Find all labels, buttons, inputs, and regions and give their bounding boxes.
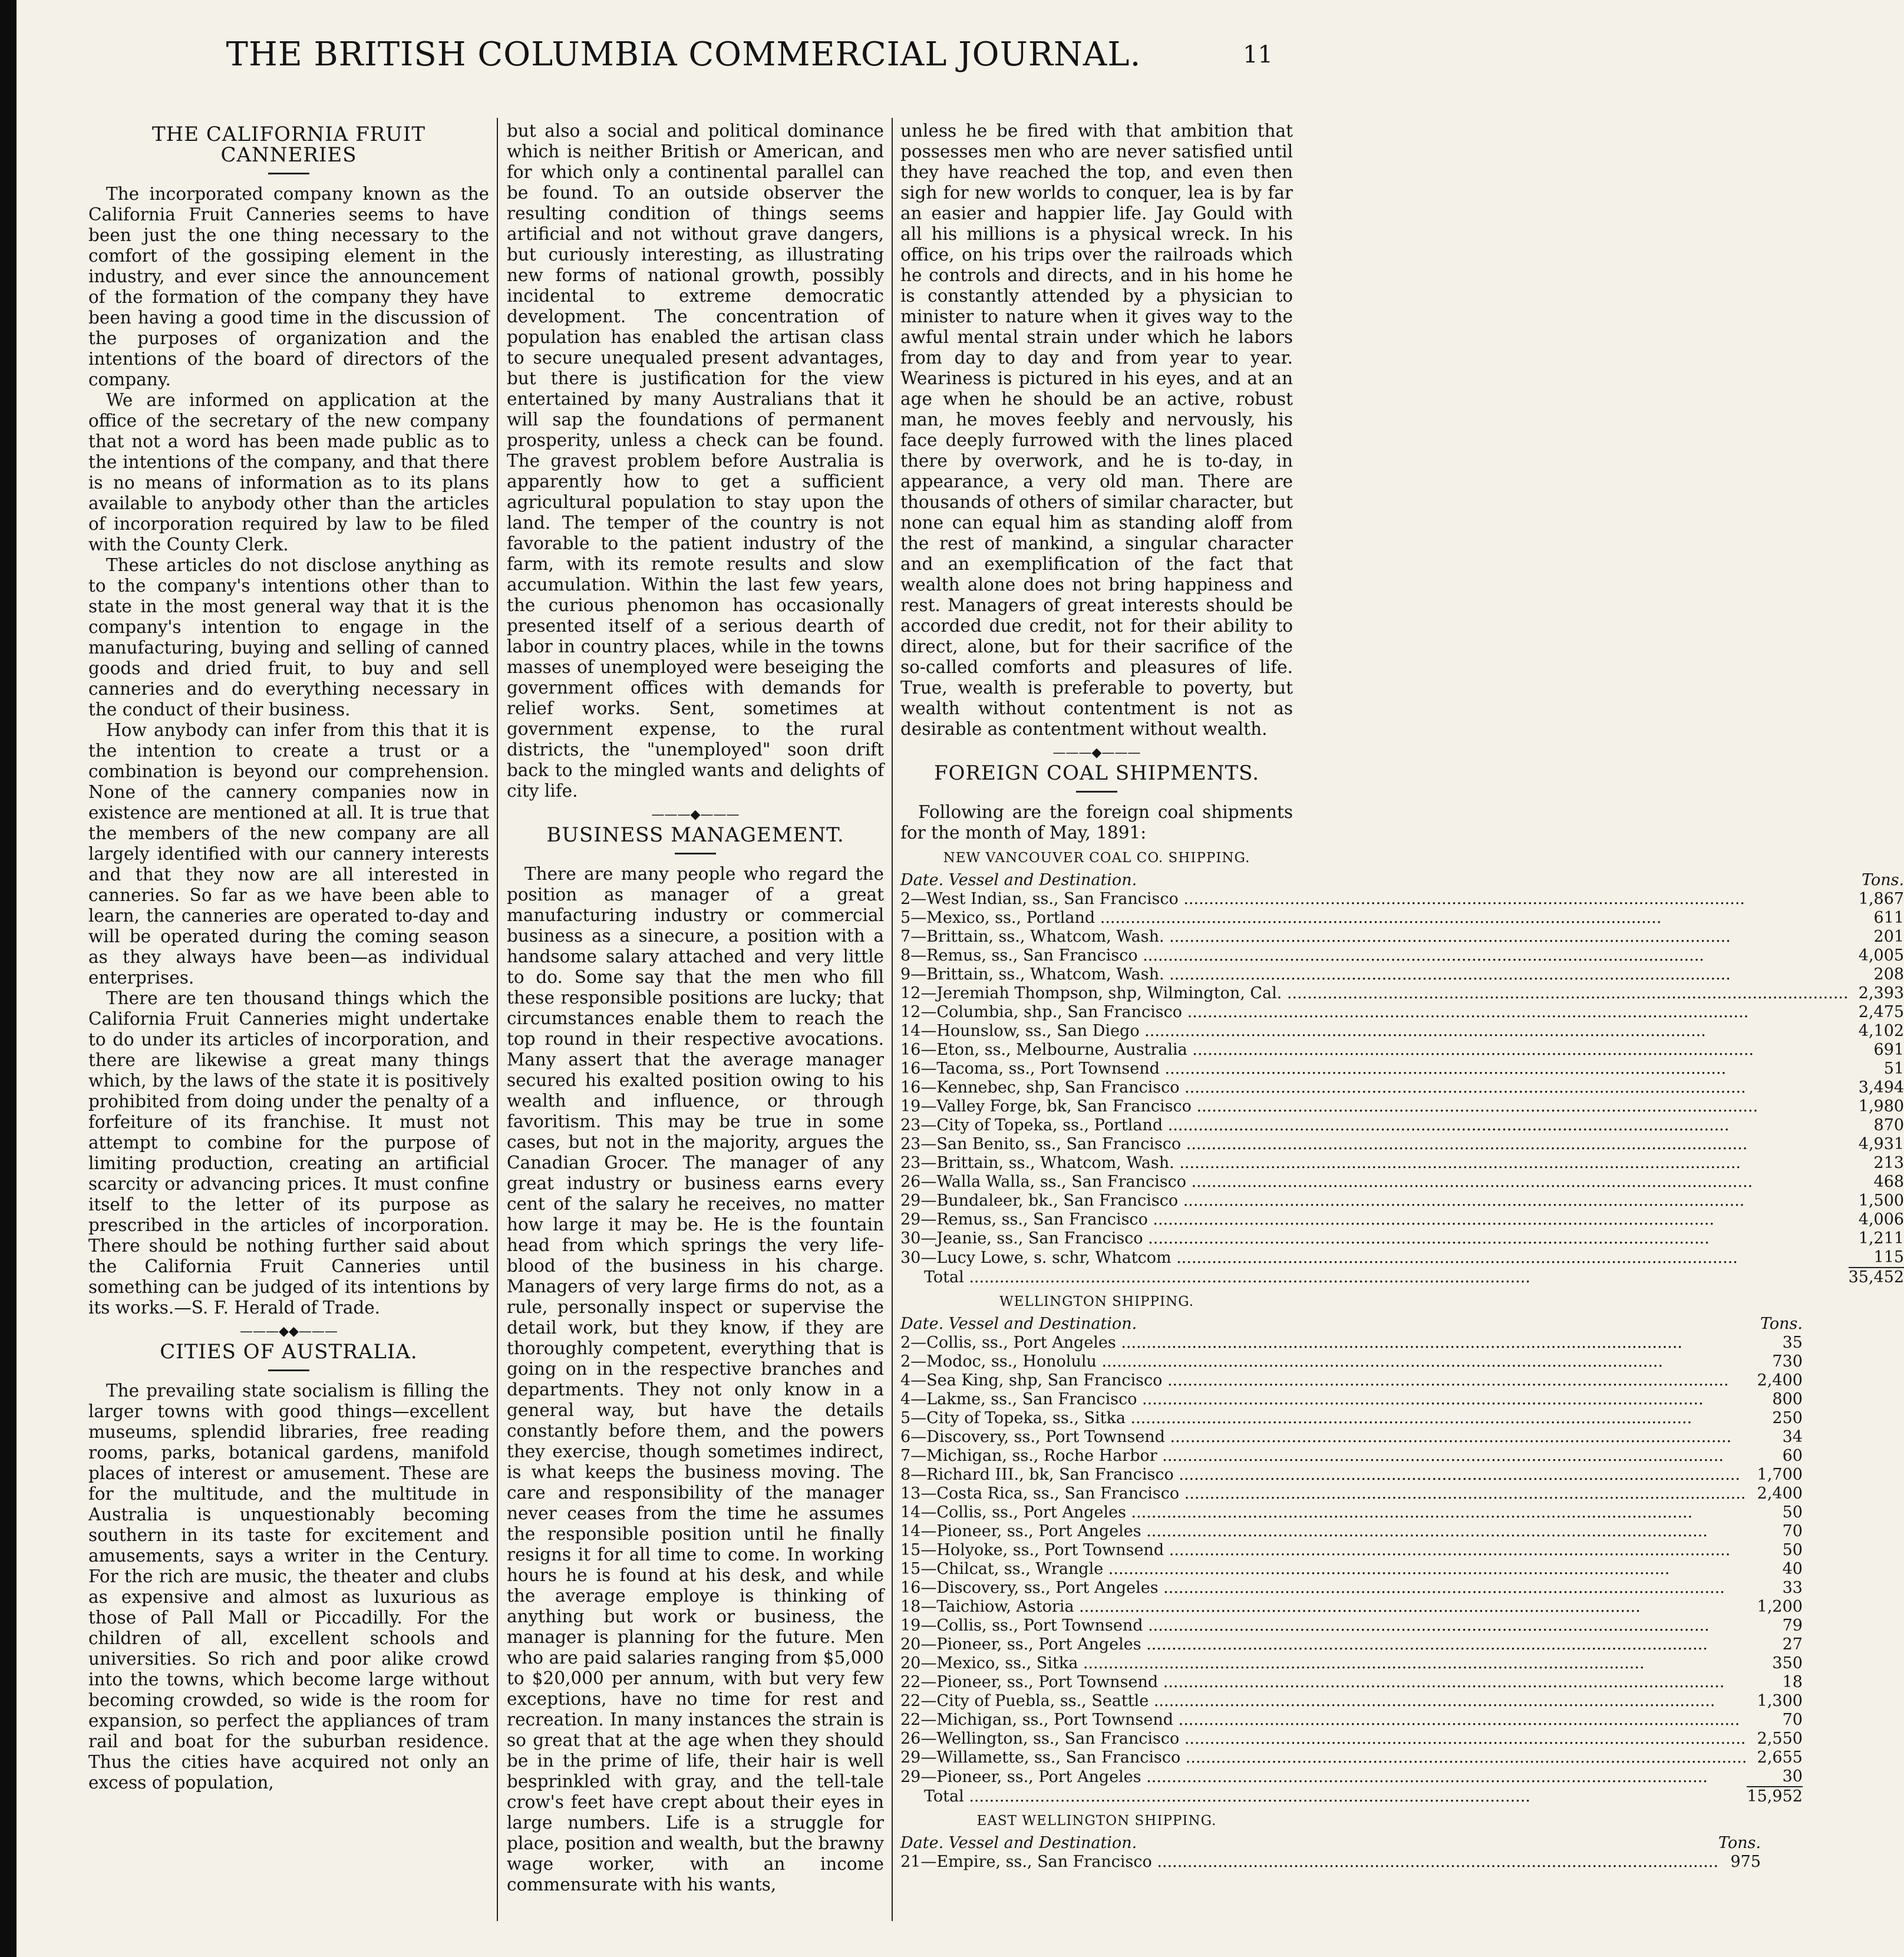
- shipment-tons: 34: [1782, 1428, 1803, 1446]
- headline-rule: [675, 853, 716, 854]
- shipment-date-vessel-destination: 14—Collis, ss., Port Angeles .....: [900, 1503, 1747, 1522]
- shipment-date-vessel-destination: 21—Empire, ss., San Francisco .....: [900, 1853, 1718, 1872]
- shipment-date-vessel-destination: 8—Remus, ss., San Francisco .....: [900, 946, 1849, 965]
- table-row: [900, 1154, 1904, 1173]
- table-row: [900, 1041, 1904, 1060]
- headline-rule: [268, 173, 309, 174]
- article-paragraph: There are many people who regard the position as manager of a great manufacturing industry or commercial business as a sinecure, a position with a handsome salary attached and very little to do. Some say that the men who fill these responsible positions are lucky; that circumstances enable them to reach the top round in their respective avocations. Many assert that the average manager secured his exalted position owing to his wealth and influence, or through favoritism. This may be true in some cases, but not in the majority, argues the Canadian Grocer. The manager of any great industry or business earns every cent of the salary he receives, no matter how large it may be. He is the fountain head from which springs the very life-blood of the business in his charge. Managers of very large firms do not, as a rule, personally inspect or supervise the detail work, but they know, if they are thoroughly competent, everything that is going on in the respective branches and departments. They not only know in a general way, but have the details constantly before them, and the powers they exercise, though sometimes indirect, is what keeps the business moving. The care and responsibility of the manager never ceases from the time he assumes the responsible position until he finally resigns it for all time to come. In working hours he is found at his desk, and while the average employe is thinking of anything but work or business, the manager is planning for the future. Men who are paid salaries ranging from $5,000 to $20,000 per annum, with but very few exceptions, have no time for rest and recreation. In many instances the strain is so great that at the age when they should be in the prime of life, their hair is well besprinkled with gray, and the tell-tale crow's feet have crept about their eyes in large numbers. Life is a struggle for place, position and wealth, but the brawny wage worker, with an income commensurate with his wants,: [507, 864, 884, 1895]
- shipment-tons: 70: [1782, 1711, 1803, 1729]
- headline-foreign-coal-shipments: FOREIGN COAL SHIPMENTS.: [933, 761, 1260, 785]
- shipment-date-vessel-destination: 26—Wellington, ss., San Francisco .....: [900, 1730, 1747, 1748]
- table-row: [900, 1616, 1803, 1635]
- shipment-date-vessel-destination: 16—Discovery, ss., Port Angeles .....: [900, 1579, 1747, 1598]
- shipment-date-vessel-destination: 23—Brittain, ss., Whatcom, Wash. .....: [900, 1154, 1849, 1173]
- table-row: [900, 965, 1904, 984]
- shipment-date-vessel-destination: 29—Pioneer, ss., Port Angeles .....: [900, 1767, 1747, 1787]
- total-tons: 15,952: [1747, 1787, 1803, 1806]
- shipment-tons: 40: [1782, 1560, 1803, 1578]
- table-row: [900, 1428, 1803, 1447]
- shipment-tons: 208: [1873, 965, 1904, 984]
- shipment-date-vessel-destination: 14—Hounslow, ss., San Diego .....: [900, 1022, 1849, 1041]
- table-row: [900, 1692, 1803, 1711]
- shipment-date-vessel-destination: 12—Columbia, shp., San Francisco .....: [900, 1003, 1849, 1022]
- shipment-tons: 30: [1782, 1767, 1803, 1786]
- article-paragraph: unless he be fired with that ambition that possesses men who are never satisfied until they have reached the top, and even then sigh for new worlds to conquer, lea is by far an easier and happier life. Jay Gould with all his millions is a physical wreck. In his office, on his trips over the railroads which he controls and directs, and in his home he is constantly attended by a physician to minister to nature when it gives way to the awful mental strain under which he labors from day to day and from year to year. Weariness is pictured in his eyes, and at an age when he should be an active, robust man, he moves feebly and nervously, his face deeply furrowed with the lines placed there by overwork, and he is to-day, in appearance, a very old man. There are thousands of others of similar character, but none can equal him as standing aloff from the rest of mankind, a singular character and an exemplification of the fact that wealth alone does not bring happiness and rest. Managers of great interests should be accorded due credit, not for their ability to direct, alone, but for their sacrifice of the so-called comforts and pleasures of life. True, wealth is preferable to poverty, but wealth without contentment is not as desirable as contentment without wealth.: [900, 121, 1293, 739]
- ornament-rule: ———◆◆———: [240, 1324, 338, 1339]
- table-total-row: [900, 1268, 1904, 1287]
- headline-business-management: BUSINESS MANAGEMENT.: [546, 823, 844, 847]
- shipment-date-vessel-destination: 4—Sea King, shp, San Francisco .....: [900, 1371, 1747, 1390]
- east-wellington-shipping-table: [900, 1834, 1761, 1872]
- table-row: [900, 1560, 1803, 1579]
- shipment-tons: 2,393: [1858, 984, 1904, 1002]
- table-row: [900, 1022, 1904, 1041]
- section-title-east-wellington: EAST WELLINGTON SHIPPING.: [976, 1813, 1217, 1829]
- shipment-date-vessel-destination: 16—Kennebec, shp, San Francisco .....: [900, 1078, 1849, 1097]
- shipment-tons: 730: [1772, 1352, 1803, 1371]
- shipment-date-vessel-destination: 16—Eton, ss., Melbourne, Australia .....: [900, 1041, 1849, 1060]
- shipment-tons: 1,700: [1757, 1466, 1803, 1484]
- table-header-row: [900, 1315, 1803, 1334]
- column-header-tons: Tons.: [1862, 871, 1904, 889]
- shipment-date-vessel-destination: 8—Richard III., bk, San Francisco .....: [900, 1466, 1747, 1484]
- table-header-row: [900, 1834, 1761, 1853]
- page-header: [88, 35, 1279, 94]
- shipment-date-vessel-destination: 9—Brittain, ss., Whatcom, Wash. .....: [900, 965, 1849, 984]
- article-paragraph: The prevailing state socialism is filling the larger towns with good things—excellent museums, splendid libraries, free reading rooms, parks, botanical gardens, manifold places of interest or amusement. These are for the multitude, and the multitude in Australia is unquestionably becoming southern in its taste for excitement and amusements, says a writer in the Century. For the rich are music, the theater and clubs as expensive and almost as luxurious as those of Pall Mall or Piccadilly. For the children of all, excellent schools and universities. So rich and poor alike crowd into the towns, which become large without becoming crowded, so wide is the room for expansion, so perfect the appliances of tram rail and boat for the suburban residence. Thus the cities have acquired not only an excess of population,: [88, 1381, 489, 1793]
- table-row: [900, 1711, 1803, 1730]
- table-row: [900, 1229, 1904, 1248]
- table-row: [900, 890, 1904, 909]
- headline-cities-of-australia: CITIES OF AUSTRALIA.: [160, 1340, 418, 1364]
- column-header-date-destination: Date. Vessel and Destination.: [900, 1315, 1137, 1333]
- headline-rule: [268, 1369, 309, 1371]
- table-total-row: [900, 1787, 1803, 1806]
- table-row: [900, 1352, 1803, 1371]
- table-row: [900, 1579, 1803, 1598]
- table-row: [900, 1097, 1904, 1116]
- table-row: [900, 1334, 1803, 1352]
- shipment-date-vessel-destination: 26—Walla Walla, ss., San Francisco .....: [900, 1173, 1849, 1192]
- table-row: [900, 1853, 1761, 1872]
- table-row: [900, 1635, 1803, 1654]
- table-row: [900, 946, 1904, 965]
- shipment-tons: 3,494: [1858, 1078, 1904, 1097]
- article-paragraph: There are ten thousand things which the California Fruit Canneries might undertake to do under its articles of incorporation, and there are likewise a great many things which, by the laws of the state it is positively prohibited from doing under the penalty of a forfeiture of its franchise. It must not attempt to combine for the purpose of limiting production, creating an artificial scarcity or advancing prices. It must confine itself to the letter of its purpose as prescribed in the articles of incorporation. There should be nothing further said about the California Fruit Canneries until something can be judged of its intentions by its works.—S. F. Herald of Trade.: [88, 988, 489, 1318]
- shipment-tons: 60: [1782, 1447, 1803, 1465]
- shipment-date-vessel-destination: 2—Collis, ss., Port Angeles .....: [900, 1334, 1747, 1352]
- new-vancouver-shipping-table: [900, 871, 1904, 1287]
- shipment-tons: 50: [1782, 1541, 1803, 1559]
- shipment-date-vessel-destination: 13—Costa Rica, ss., San Francisco .....: [900, 1484, 1747, 1503]
- shipment-date-vessel-destination: 15—Chilcat, ss., Wrangle .....: [900, 1560, 1747, 1579]
- shipment-tons: 870: [1873, 1116, 1904, 1134]
- article-paragraph: Following are the foreign coal shipments for the month of May, 1891:: [900, 802, 1293, 843]
- column-rule: [497, 118, 498, 1921]
- ornament-rule: ———◆———: [1052, 745, 1141, 760]
- table-row: [900, 1371, 1803, 1390]
- table-row: [900, 909, 1904, 928]
- wellington-shipping-table: [900, 1315, 1803, 1806]
- table-row: [900, 1173, 1904, 1192]
- shipment-date-vessel-destination: 4—Lakme, ss., San Francisco .....: [900, 1390, 1747, 1409]
- section-title-new-vancouver: NEW VANCOUVER COAL CO. SHIPPING.: [943, 850, 1250, 866]
- shipment-tons: 51: [1883, 1060, 1904, 1078]
- shipment-tons: 4,005: [1858, 946, 1904, 965]
- table-row: [900, 1654, 1803, 1673]
- shipment-date-vessel-destination: 5—City of Topeka, ss., Sitka .....: [900, 1409, 1747, 1428]
- table-row: [900, 1116, 1904, 1135]
- shipment-date-vessel-destination: 23—San Benito, ss., San Francisco .....: [900, 1135, 1849, 1154]
- page-title: THE BRITISH COLUMBIA COMMERCIAL JOURNAL.: [226, 35, 1141, 74]
- table-header-row: [900, 871, 1904, 890]
- shipment-tons: 79: [1782, 1616, 1803, 1635]
- shipment-tons: 18: [1782, 1673, 1803, 1691]
- shipment-tons: 1,211: [1858, 1229, 1904, 1248]
- shipment-tons: 250: [1772, 1409, 1803, 1427]
- article-paragraph: These articles do not disclose anything as to the company's intentions other than to state in the most general way that it is the company's intention to engage in the manufacturing, buying and selling of canned goods and dried fruit, to buy and sell canneries and do everything necessary in the conduct of their business.: [88, 555, 489, 720]
- table-row: [900, 1730, 1803, 1748]
- shipment-tons: 1,867: [1858, 890, 1904, 908]
- shipment-date-vessel-destination: 20—Mexico, ss., Sitka .....: [900, 1654, 1747, 1673]
- shipment-tons: 800: [1772, 1390, 1803, 1408]
- headline-rule: [1076, 791, 1117, 793]
- shipment-tons: 201: [1873, 928, 1904, 946]
- table-row: [900, 1503, 1803, 1522]
- shipment-date-vessel-destination: 12—Jeremiah Thompson, shp, Wilmington, Cal. .....: [900, 984, 1849, 1003]
- shipment-tons: 70: [1782, 1522, 1803, 1540]
- column-header-tons: Tons.: [1718, 1834, 1761, 1852]
- shipment-date-vessel-destination: 16—Tacoma, ss., Port Townsend .....: [900, 1060, 1849, 1078]
- column-rule: [892, 118, 893, 1921]
- column-2: [507, 121, 884, 1918]
- table-row: [900, 1484, 1803, 1503]
- page-number: 11: [1243, 41, 1273, 68]
- shipment-date-vessel-destination: 29—Willamette, ss., San Francisco .....: [900, 1748, 1747, 1767]
- shipment-tons: 2,655: [1757, 1748, 1803, 1767]
- shipment-date-vessel-destination: 30—Lucy Lowe, s. schr, Whatcom .....: [900, 1248, 1849, 1268]
- table-row: [900, 1541, 1803, 1560]
- shipment-date-vessel-destination: 15—Holyoke, ss., Port Townsend .....: [900, 1541, 1747, 1560]
- shipment-tons: 2,400: [1757, 1484, 1803, 1503]
- total-label: Total .....: [900, 1787, 1747, 1806]
- shipment-tons: 4,006: [1858, 1210, 1904, 1229]
- shipment-tons: 350: [1772, 1654, 1803, 1672]
- shipment-date-vessel-destination: 2—West Indian, ss., San Francisco .....: [900, 890, 1849, 909]
- table-row: [900, 1192, 1904, 1210]
- column-3: [900, 121, 1904, 1918]
- shipment-tons: 2,400: [1757, 1371, 1803, 1390]
- table-row: [900, 1673, 1803, 1692]
- shipment-tons: 691: [1873, 1041, 1904, 1059]
- table-row: [900, 984, 1904, 1003]
- shipment-date-vessel-destination: 22—Pioneer, ss., Port Townsend .....: [900, 1673, 1747, 1692]
- article-paragraph: We are informed on application at the office of the secretary of the new company that not a word has been made public as to the intentions of the company, and that there is no means of information as to its plans available to anybody other than the articles of incorporation required by law to be filed with the County Clerk.: [88, 390, 489, 555]
- shipment-tons: 1,500: [1858, 1192, 1904, 1210]
- table-row: [900, 1748, 1803, 1767]
- column-header-date-destination: Date. Vessel and Destination.: [900, 871, 1137, 889]
- shipment-date-vessel-destination: 22—City of Puebla, ss., Seattle .....: [900, 1692, 1747, 1711]
- shipment-tons: 213: [1873, 1154, 1904, 1172]
- shipment-date-vessel-destination: 18—Taichiow, Astoria .....: [900, 1598, 1747, 1616]
- table-row: [900, 1248, 1904, 1268]
- column-1: [88, 121, 489, 1918]
- table-row: [900, 1390, 1803, 1409]
- ornament-rule: ———◆———: [651, 807, 740, 822]
- shipment-date-vessel-destination: 22—Michigan, ss., Port Townsend .....: [900, 1711, 1747, 1730]
- shipment-date-vessel-destination: 5—Mexico, ss., Portland .....: [900, 909, 1849, 928]
- table-row: [900, 1210, 1904, 1229]
- column-header-tons: Tons.: [1760, 1315, 1803, 1333]
- shipment-date-vessel-destination: 29—Bundaleer, bk., San Francisco .....: [900, 1192, 1849, 1210]
- shipment-tons: 27: [1782, 1635, 1803, 1654]
- section-title-wellington: WELLINGTON SHIPPING.: [999, 1294, 1194, 1309]
- shipment-tons: 1,200: [1757, 1598, 1803, 1616]
- shipment-date-vessel-destination: 14—Pioneer, ss., Port Angeles .....: [900, 1522, 1747, 1541]
- table-row: [900, 1466, 1803, 1484]
- article-paragraph: but also a social and political dominance which is neither British or American, and for which only a continental parallel can be found. To an outside observer the resulting condition of things seems artificial and not without grave dangers, but curiously interesting, as illustrating new forms of national growth, possibly incidental to extreme democratic development. The concentration of population has enabled the artisan class to secure unequaled present advantages, but there is justification for the view entertained by many Australians that it will sap the foundations of permanent prosperity, unless a check can be found. The gravest problem before Australia is apparently how to get a sufficient agricultural population to stay upon the land. The temper of the country is not favorable to the patient industry of the farm, with its remote results and slow accumulation. Within the last few years, the curious phenomon has occasionally presented itself of a serious dearth of labor in country places, while in the towns masses of unemployed were beseiging the government offices with demands for relief works. Sent, sometimes at government expense, to the rural districts, the "unemployed" soon drift back to the mingled wants and delights of city life.: [507, 121, 884, 801]
- table-row: [900, 1767, 1803, 1787]
- article-paragraph: How anybody can infer from this that it is the intention to create a trust or a combination is beyond our comprehension. None of the cannery companies now in existence are mentioned at all. It is true that the members of the new company are all largely identified with our cannery interests and that they now are all interested in canneries. So far as we have been able to learn, the canneries are operated to-day and will be operated during the coming season as they always have been—as individual enterprises.: [88, 720, 489, 988]
- table-row: [900, 928, 1904, 946]
- shipment-date-vessel-destination: 7—Michigan, ss., Roche Harbor .....: [900, 1447, 1747, 1466]
- shipment-tons: 4,931: [1858, 1135, 1904, 1153]
- shipment-date-vessel-destination: 29—Remus, ss., San Francisco .....: [900, 1210, 1849, 1229]
- headline-california-fruit-canneries: THE CALIFORNIA FRUIT CANNERIES: [151, 123, 426, 167]
- table-row: [900, 1447, 1803, 1466]
- shipment-tons: 1,980: [1858, 1097, 1904, 1116]
- table-row: [900, 1409, 1803, 1428]
- shipment-tons: 468: [1873, 1173, 1904, 1191]
- table-row: [900, 1598, 1803, 1616]
- shipment-date-vessel-destination: 7—Brittain, ss., Whatcom, Wash. .....: [900, 928, 1849, 946]
- table-row: [900, 1060, 1904, 1078]
- table-row: [900, 1522, 1803, 1541]
- shipment-tons: 115: [1873, 1248, 1904, 1266]
- column-header-date-destination: Date. Vessel and Destination.: [900, 1834, 1137, 1852]
- shipment-date-vessel-destination: 23—City of Topeka, ss., Portland .....: [900, 1116, 1849, 1135]
- total-tons: 35,452: [1848, 1268, 1904, 1286]
- shipment-tons: 2,475: [1858, 1003, 1904, 1021]
- shipment-date-vessel-destination: 2—Modoc, ss., Honolulu .....: [900, 1352, 1747, 1371]
- shipment-tons: 33: [1782, 1579, 1803, 1597]
- shipment-date-vessel-destination: 30—Jeanie, ss., San Francisco .....: [900, 1229, 1849, 1248]
- shipment-tons: 611: [1873, 909, 1904, 927]
- shipment-date-vessel-destination: 6—Discovery, ss., Port Townsend .....: [900, 1428, 1747, 1447]
- left-margin-bar: [0, 0, 17, 1957]
- table-row: [900, 1135, 1904, 1154]
- shipment-date-vessel-destination: 19—Collis, ss., Port Townsend .....: [900, 1616, 1747, 1635]
- shipment-tons: 4,102: [1858, 1022, 1904, 1040]
- shipment-date-vessel-destination: 19—Valley Forge, bk, San Francisco .....: [900, 1097, 1849, 1116]
- shipment-tons: 1,300: [1757, 1692, 1803, 1710]
- shipment-tons: 2,550: [1757, 1730, 1803, 1748]
- shipment-tons: 35: [1782, 1334, 1803, 1352]
- table-row: [900, 1003, 1904, 1022]
- shipment-tons: 50: [1782, 1503, 1803, 1522]
- table-row: [900, 1078, 1904, 1097]
- shipment-tons: 975: [1730, 1853, 1761, 1871]
- shipment-date-vessel-destination: 20—Pioneer, ss., Port Angeles .....: [900, 1635, 1747, 1654]
- total-label: Total .....: [900, 1268, 1849, 1287]
- article-paragraph: The incorporated company known as the California Fruit Canneries seems to have been just the one thing necessary to the comfort of the gossiping element in the industry, and ever since the announcement of the formation of the company they have been having a good time in the discussion of the purposes of organization and the intentions of the board of directors of the company.: [88, 184, 489, 390]
